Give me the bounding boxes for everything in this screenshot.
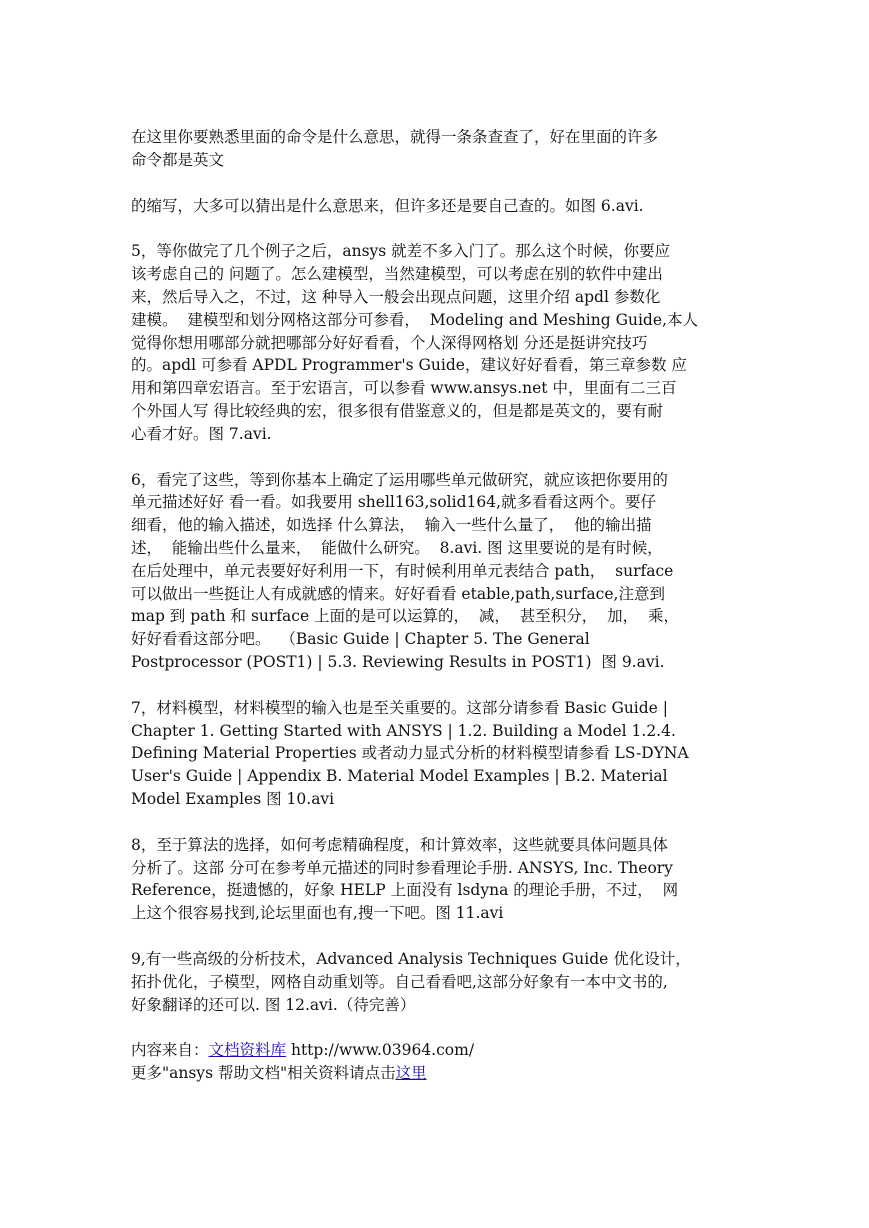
- source-url: http://www.03964.com/: [286, 1041, 475, 1060]
- text-line: 命令都是英文: [131, 150, 225, 169]
- text-line: 7，材料模型，材料模型的输入也是至关重要的。这部分请参看 Basic Guide |: [131, 698, 669, 717]
- source-line: [131, 1039, 743, 1062]
- text-line: Model Examples 图 10.avi: [131, 789, 335, 808]
- paragraph: [131, 469, 743, 674]
- text-line: 可以做出一些挺让人有成就感的情来。好好看看 etable,path,surface,注意到: [131, 584, 665, 603]
- text-line: Chapter 1. Getting Started with ANSYS | 1.2. Building a Model 1.2.4.: [131, 721, 676, 740]
- text-line: User's Guide | Appendix B. Material Model Examples | B.2. Material: [131, 767, 668, 786]
- paragraph: [131, 834, 743, 925]
- paragraph: [131, 240, 743, 445]
- source-link[interactable]: 文档资料库: [208, 1041, 287, 1060]
- paragraph-list: [131, 126, 743, 1016]
- text-line: 来，然后导入之，不过，这 种导入一般会出现点问题，这里介绍 apdl 参数化: [131, 287, 661, 306]
- text-line: Postprocessor (POST1) | 5.3. Reviewing Results in POST1) 图 9.avi.: [131, 652, 665, 671]
- text-line: Defining Material Properties 或者动力显式分析的材料模型请参看 LS-DYNA: [131, 744, 689, 763]
- text-line: 分析了。这部 分可在参考单元描述的同时参看理论手册. ANSYS, Inc. Theory: [131, 858, 673, 877]
- text-line: 9,有一些高级的分析技术，Advanced Analysis Techniques Guide 优化设计，: [131, 949, 691, 968]
- paragraph: [131, 948, 743, 1016]
- text-line: 在这里你要熟悉里面的命令是什么意思，就得一条条查查了，好在里面的许多: [131, 128, 659, 146]
- text-line: map 到 path 和 surface 上面的是可以运算的， 减， 甚至积分， 加， 乘，: [131, 607, 679, 626]
- text-line: 好好看看这部分吧。 （Basic Guide | Chapter 5. The General: [131, 630, 590, 649]
- source-prefix: 内容来自：: [131, 1041, 209, 1060]
- text-line: 该考虑自己的 问题了。怎么建模型，当然建模型，可以考虑在别的软件中建出: [131, 265, 663, 284]
- text-line: 用和第四章宏语言。至于宏语言，可以参看 www.ansys.net 中，里面有二三百: [131, 379, 677, 398]
- more-prefix: 更多"ansys 帮助文档"相关资料请点击: [131, 1064, 396, 1083]
- paragraph: [131, 697, 743, 811]
- more-line: [131, 1062, 743, 1085]
- footer: [131, 1039, 743, 1085]
- text-line: 拓扑优化，子模型，网格自动重划等。自己看看吧,这部分好象有一本中文书的,: [131, 972, 668, 991]
- text-line: 建模。 建模型和划分网格这部分可参看， Modeling and Meshing Guide,本人: [131, 310, 698, 329]
- paragraph: [131, 195, 743, 218]
- text-line: 在后处理中，单元表要好好利用一下，有时候利用单元表结合 path， surface: [131, 561, 674, 580]
- text-line: Reference，挺遗憾的，好象 HELP 上面没有 lsdyna 的理论手册，不过， 网: [131, 881, 679, 900]
- text-line: 心看才好。图 7.avi.: [131, 424, 272, 443]
- text-line: 好象翻译的还可以. 图 12.avi.（待完善）: [131, 995, 416, 1014]
- text-line: 上这个很容易找到,论坛里面也有,搜一下吧。图 11.avi: [131, 904, 504, 923]
- text-line: 觉得你想用哪部分就把哪部分好好看看，个人深得网格划 分还是挺讲究技巧: [131, 333, 648, 352]
- text-line: 的。apdl 可参看 APDL Programmer's Guide，建议好好看看，第三章参数 应: [131, 356, 687, 375]
- text-line: 个外国人写 得比较经典的宏，很多很有借鉴意义的，但是都是英文的，要有耐: [131, 401, 663, 420]
- text-line: 的缩写，大多可以猜出是什么意思来，但许多还是要自己查的。如图 6.avi.: [131, 196, 644, 215]
- paragraph: [131, 126, 743, 172]
- text-line: 5，等你做完了几个例子之后，ansys 就差不多入门了。那么这个时候，你要应: [131, 242, 671, 261]
- text-line: 细看，他的输入描述，如选择 什么算法， 输入一些什么量了， 他的输出描: [131, 516, 652, 535]
- text-line: 8，至于算法的选择，如何考虑精确程度，和计算效率，这些就要具体问题具体: [131, 835, 668, 854]
- more-link[interactable]: 这里: [395, 1064, 427, 1083]
- text-line: 述， 能输出些什么量来， 能做什么研究。 8.avi. 图 这里要说的是有时候，: [131, 538, 663, 557]
- text-line: 单元描述好好 看一看。如我要用 shell163,solid164,就多看看这两个。要仔: [131, 493, 657, 512]
- text-line: 6，看完了这些，等到你基本上确定了运用哪些单元做研究，就应该把你要用的: [131, 470, 668, 489]
- document-body: [131, 126, 743, 1085]
